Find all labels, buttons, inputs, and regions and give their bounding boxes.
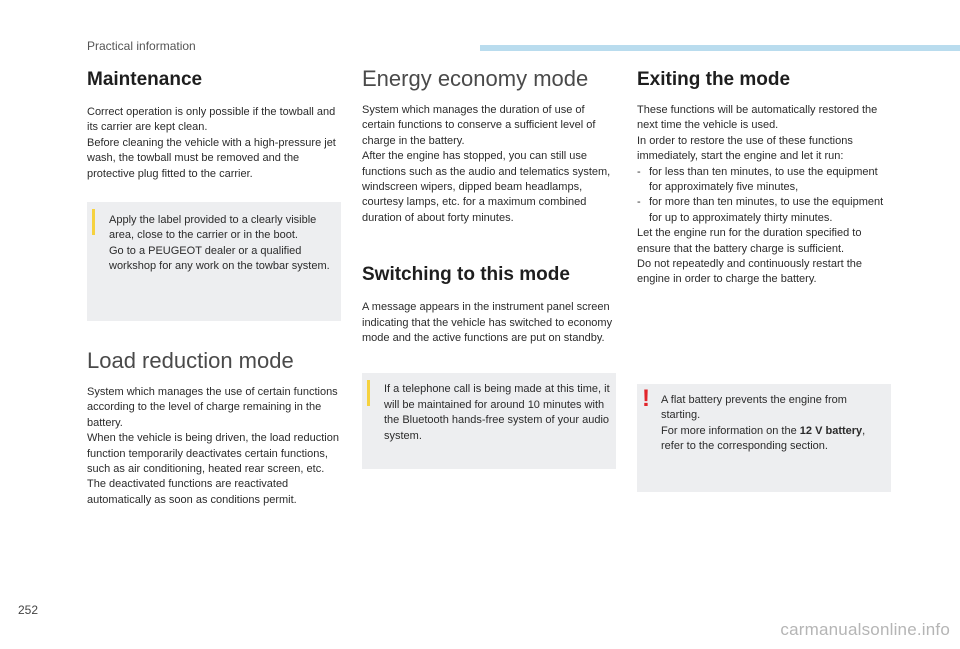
column-left (87, 60, 341, 508)
load-reduction-title: Load reduction mode (87, 348, 294, 374)
list-item (637, 165, 891, 196)
section-label: Practical information (87, 39, 196, 53)
watermark-text: carmanualsonline.info (780, 620, 950, 639)
maintenance-note1: Apply the label provided to a clearly visible area, close to the carrier or in the boot. (109, 214, 317, 242)
info-icon (367, 380, 370, 406)
load-reduction-p2: When the vehicle is being driven, the load reduction function temporarily deactivates certain functions, such as air conditioning, heated rear screen, etc. (87, 432, 339, 476)
load-reduction-p3: The deactivated functions are reactivated automatically as soon as conditions permit. (87, 478, 297, 506)
energy-economy-p1: System which manages the duration of use of certain functions to conserve a sufficient level of charge in the battery. (362, 104, 596, 147)
header-accent-bar (480, 45, 960, 51)
switching-info-note (362, 373, 616, 469)
warning-p2-prefix: For more information on the (661, 424, 800, 437)
exiting-p2: In order to restore the use of these functions immediately, start the engine and let it run: (637, 134, 853, 163)
exiting-p1: These functions will be automatically restored the next time the vehicle is used. (637, 104, 878, 132)
warning-p2-suffix: , refer to the corresponding section. (661, 424, 866, 453)
exiting-p4: Do not repeatedly and continuously restart the engine in order to charge the battery. (637, 258, 863, 286)
column-middle (362, 60, 616, 469)
exiting-list (637, 165, 891, 227)
exiting-title: Exiting the mode (637, 69, 791, 90)
info-icon (92, 209, 95, 235)
dash-marker: - (637, 196, 641, 209)
load-reduction-p1: System which manages the use of certain functions according to the level of charge remaining in the battery. (87, 386, 338, 429)
maintenance-info-note (87, 202, 341, 321)
switching-p1: A message appears in the instrument panel screen indicating that the vehicle has switched to economy mode and the active functions are put on standby. (362, 301, 613, 345)
list-item-text: for less than ten minutes, to use the equipment for approximately five minutes, (649, 165, 878, 194)
energy-economy-title: Energy economy mode (362, 66, 589, 91)
switching-note: If a telephone call is being made at this time, it will be maintained for around 10 minutes with the Bluetooth hands-free system of your audio system. (384, 383, 610, 442)
maintenance-p2: Before cleaning the vehicle with a high-pressure jet wash, the towball must be removed and the protective plug fitted to the carrier. (87, 136, 336, 180)
battery-link-text: 12 V battery (799, 424, 863, 437)
dash-marker: - (637, 165, 641, 178)
list-item (637, 195, 891, 226)
energy-economy-p2: After the engine has stopped, you can still use functions such as the audio and telematics system, windscreen wipers, dipped beam headlamps, courtesy lamps, etc. for a maximum combined duration of about forty minutes. (362, 150, 611, 224)
maintenance-title: Maintenance (87, 69, 203, 90)
column-right (637, 60, 891, 492)
switching-title: Switching to this mode (362, 264, 570, 286)
maintenance-p1: Correct operation is only possible if the towball and its carrier are kept clean. (87, 106, 336, 134)
exiting-p3: Let the engine run for the duration specified to ensure that the battery charge is sufficient. (637, 227, 862, 255)
page-number: 252 (18, 603, 39, 617)
maintenance-note2: Go to a PEUGEOT dealer or a qualified workshop for any work on the towbar system. (109, 244, 330, 273)
warning-p1: A flat battery prevents the engine from starting. (661, 393, 847, 422)
warning-note (637, 384, 891, 492)
warning-icon: ! (642, 384, 650, 412)
list-item-text: for more than ten minutes, to use the equipment for up to approximately thirty minutes. (649, 196, 884, 224)
warning-p2 (661, 424, 885, 455)
